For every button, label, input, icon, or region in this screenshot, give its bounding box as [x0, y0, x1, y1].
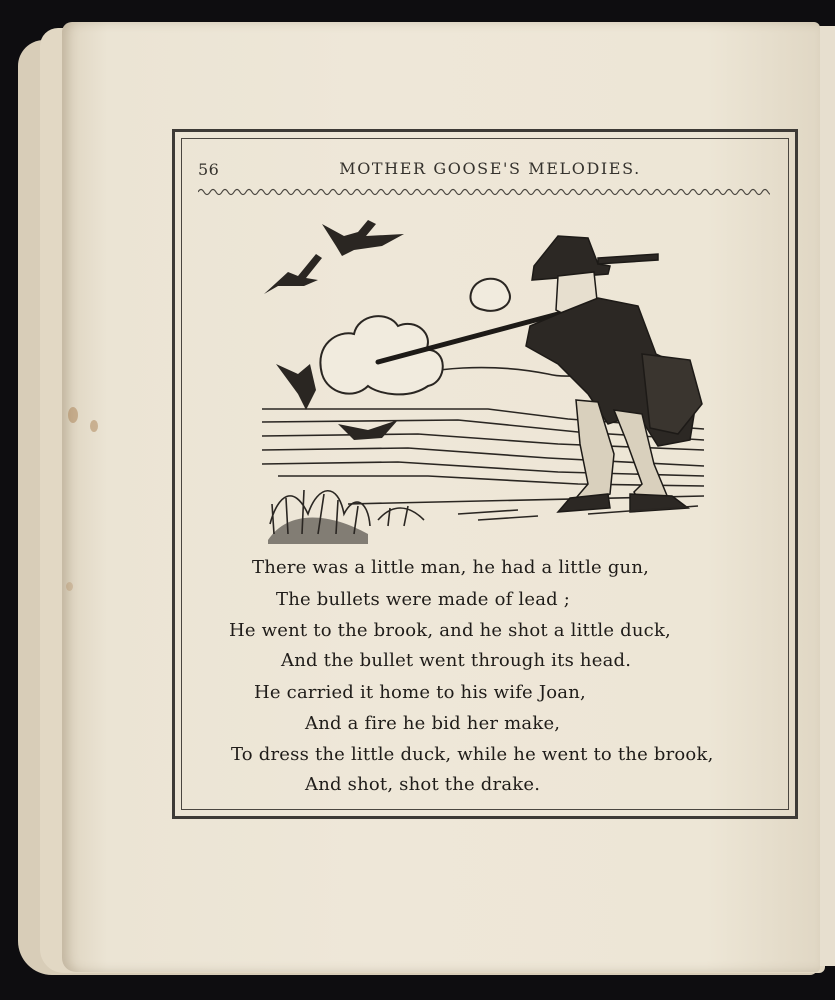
- page-number: 56: [198, 160, 220, 179]
- verse-line: The bullets were made of lead ;: [276, 589, 571, 610]
- verse-line: And a fire he bid her make,: [305, 713, 561, 734]
- running-title: MOTHER GOOSE'S MELODIES.: [339, 159, 641, 178]
- verse-line: He carried it home to his wife Joan,: [254, 682, 586, 703]
- verse-line: To dress the little duck, while he went to the brook,: [231, 744, 714, 765]
- verse-line: He went to the brook, and he shot a little duck,: [229, 620, 671, 641]
- verse-line: And shot, shot the drake.: [305, 774, 541, 795]
- verse-line: There was a little man, he had a little gun,: [252, 557, 650, 578]
- verse-line: And the bullet went through its head.: [281, 650, 632, 671]
